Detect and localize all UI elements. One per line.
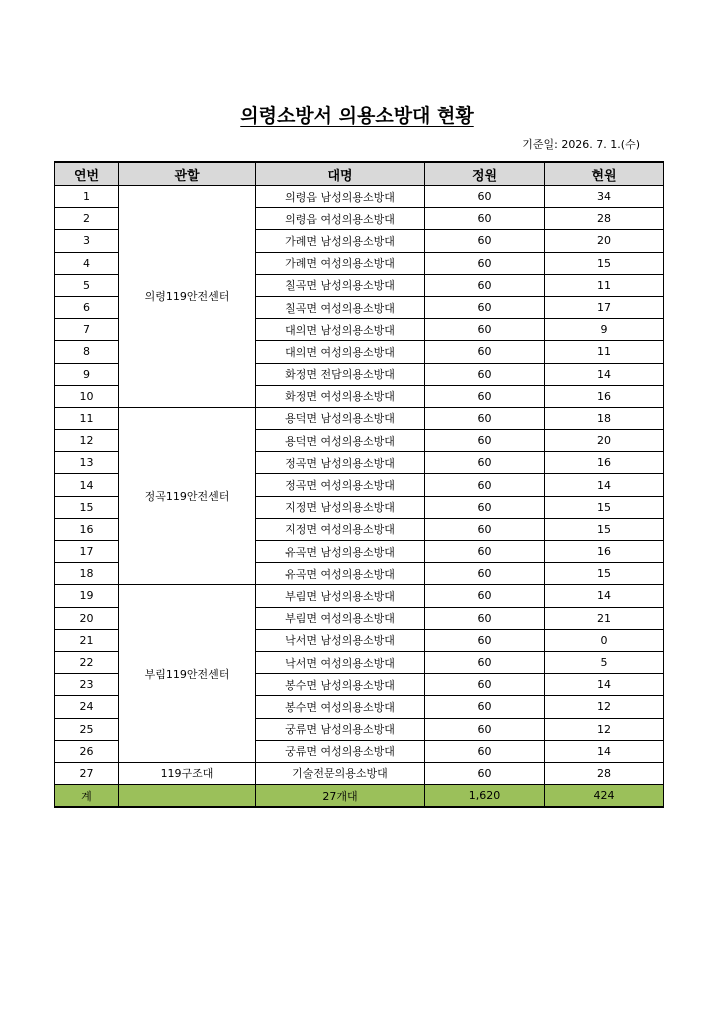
quota-value: 60 <box>425 674 545 696</box>
quota-value: 60 <box>425 363 545 385</box>
brigade-name: 기술전문의용소방대 <box>256 762 425 784</box>
brigade-name: 대의면 여성의용소방대 <box>256 341 425 363</box>
quota-value: 60 <box>425 585 545 607</box>
row-no: 22 <box>55 651 119 673</box>
row-no: 21 <box>55 629 119 651</box>
current-value: 34 <box>545 186 664 208</box>
current-value: 20 <box>545 430 664 452</box>
quota-value: 60 <box>425 452 545 474</box>
brigade-name: 칠곡면 여성의용소방대 <box>256 296 425 318</box>
current-value: 14 <box>545 674 664 696</box>
quota-value: 60 <box>425 541 545 563</box>
header-quota: 정원 <box>425 162 545 186</box>
current-value: 28 <box>545 208 664 230</box>
row-no: 10 <box>55 385 119 407</box>
brigade-name: 대의면 남성의용소방대 <box>256 319 425 341</box>
current-value: 12 <box>545 718 664 740</box>
current-value: 9 <box>545 319 664 341</box>
row-no: 15 <box>55 496 119 518</box>
quota-value: 60 <box>425 518 545 540</box>
quota-value: 60 <box>425 762 545 784</box>
brigade-name: 가례면 여성의용소방대 <box>256 252 425 274</box>
quota-value: 60 <box>425 563 545 585</box>
brigade-name: 화정면 여성의용소방대 <box>256 385 425 407</box>
page-title: 의령소방서 의용소방대 현황 <box>240 105 474 127</box>
row-no: 25 <box>55 718 119 740</box>
brigade-name: 궁류면 여성의용소방대 <box>256 740 425 762</box>
quota-value: 60 <box>425 474 545 496</box>
current-value: 0 <box>545 629 664 651</box>
current-value: 21 <box>545 607 664 629</box>
brigade-name: 궁류면 남성의용소방대 <box>256 718 425 740</box>
current-value: 16 <box>545 541 664 563</box>
quota-value: 60 <box>425 430 545 452</box>
table-row <box>55 762 664 784</box>
row-no: 13 <box>55 452 119 474</box>
row-no: 19 <box>55 585 119 607</box>
header-name: 대명 <box>256 162 425 186</box>
quota-value: 60 <box>425 607 545 629</box>
brigade-name: 봉수면 남성의용소방대 <box>256 674 425 696</box>
total-center <box>119 785 256 808</box>
current-value: 14 <box>545 585 664 607</box>
row-no: 8 <box>55 341 119 363</box>
current-value: 20 <box>545 230 664 252</box>
total-quota: 1,620 <box>425 785 545 808</box>
brigade-name: 정곡면 여성의용소방대 <box>256 474 425 496</box>
quota-value: 60 <box>425 718 545 740</box>
brigade-name: 용덕면 남성의용소방대 <box>256 407 425 429</box>
brigade-name: 칠곡면 남성의용소방대 <box>256 274 425 296</box>
row-no: 16 <box>55 518 119 540</box>
current-value: 14 <box>545 740 664 762</box>
total-current: 424 <box>545 785 664 808</box>
brigade-name: 지정면 남성의용소방대 <box>256 496 425 518</box>
row-no: 23 <box>55 674 119 696</box>
brigade-name: 부림면 여성의용소방대 <box>256 607 425 629</box>
current-value: 15 <box>545 252 664 274</box>
quota-value: 60 <box>425 230 545 252</box>
quota-value: 60 <box>425 407 545 429</box>
row-no: 20 <box>55 607 119 629</box>
quota-value: 60 <box>425 208 545 230</box>
table-row <box>55 407 664 429</box>
quota-value: 60 <box>425 341 545 363</box>
quota-value: 60 <box>425 496 545 518</box>
table-header-row <box>55 162 664 186</box>
quota-value: 60 <box>425 696 545 718</box>
jurisdiction-cell: 정곡119안전센터 <box>119 407 256 585</box>
brigade-name: 의령읍 여성의용소방대 <box>256 208 425 230</box>
quota-value: 60 <box>425 319 545 341</box>
quota-value: 60 <box>425 296 545 318</box>
brigade-name: 가례면 남성의용소방대 <box>256 230 425 252</box>
current-value: 15 <box>545 518 664 540</box>
brigade-name: 낙서면 여성의용소방대 <box>256 651 425 673</box>
row-no: 17 <box>55 541 119 563</box>
total-row <box>55 785 664 808</box>
row-no: 18 <box>55 563 119 585</box>
quota-value: 60 <box>425 651 545 673</box>
brigade-name: 화정면 전담의용소방대 <box>256 363 425 385</box>
current-value: 12 <box>545 696 664 718</box>
quota-value: 60 <box>425 629 545 651</box>
current-value: 28 <box>545 762 664 784</box>
jurisdiction-cell: 부림119안전센터 <box>119 585 256 763</box>
row-no: 24 <box>55 696 119 718</box>
row-no: 14 <box>55 474 119 496</box>
table-row <box>55 585 664 607</box>
brigade-name: 낙서면 남성의용소방대 <box>256 629 425 651</box>
current-value: 16 <box>545 452 664 474</box>
header-no: 연번 <box>55 162 119 186</box>
brigade-name: 지정면 여성의용소방대 <box>256 518 425 540</box>
brigade-name: 유곡면 남성의용소방대 <box>256 541 425 563</box>
row-no: 7 <box>55 319 119 341</box>
current-value: 15 <box>545 496 664 518</box>
total-label: 계 <box>55 785 119 808</box>
row-no: 1 <box>55 186 119 208</box>
reference-date: 기준일: 2026. 7. 1.(수) <box>522 138 640 151</box>
total-name: 27개대 <box>256 785 425 808</box>
jurisdiction-cell: 119구조대 <box>119 762 256 784</box>
header-current: 현원 <box>545 162 664 186</box>
jurisdiction-cell: 의령119안전센터 <box>119 186 256 408</box>
current-value: 11 <box>545 274 664 296</box>
row-no: 11 <box>55 407 119 429</box>
row-no: 2 <box>55 208 119 230</box>
current-value: 15 <box>545 563 664 585</box>
quota-value: 60 <box>425 186 545 208</box>
header-center: 관할 <box>119 162 256 186</box>
brigade-name: 용덕면 여성의용소방대 <box>256 430 425 452</box>
brigade-name: 봉수면 여성의용소방대 <box>256 696 425 718</box>
row-no: 26 <box>55 740 119 762</box>
row-no: 9 <box>55 363 119 385</box>
row-no: 4 <box>55 252 119 274</box>
row-no: 3 <box>55 230 119 252</box>
current-value: 18 <box>545 407 664 429</box>
fire-brigade-table <box>54 161 664 808</box>
brigade-name: 의령읍 남성의용소방대 <box>256 186 425 208</box>
table-row <box>55 186 664 208</box>
current-value: 17 <box>545 296 664 318</box>
brigade-name: 정곡면 남성의용소방대 <box>256 452 425 474</box>
brigade-name: 부림면 남성의용소방대 <box>256 585 425 607</box>
current-value: 5 <box>545 651 664 673</box>
brigade-name: 유곡면 여성의용소방대 <box>256 563 425 585</box>
quota-value: 60 <box>425 740 545 762</box>
current-value: 11 <box>545 341 664 363</box>
row-no: 5 <box>55 274 119 296</box>
row-no: 27 <box>55 762 119 784</box>
current-value: 14 <box>545 363 664 385</box>
quota-value: 60 <box>425 385 545 407</box>
current-value: 14 <box>545 474 664 496</box>
table-body <box>55 186 664 785</box>
quota-value: 60 <box>425 274 545 296</box>
current-value: 16 <box>545 385 664 407</box>
row-no: 6 <box>55 296 119 318</box>
row-no: 12 <box>55 430 119 452</box>
quota-value: 60 <box>425 252 545 274</box>
